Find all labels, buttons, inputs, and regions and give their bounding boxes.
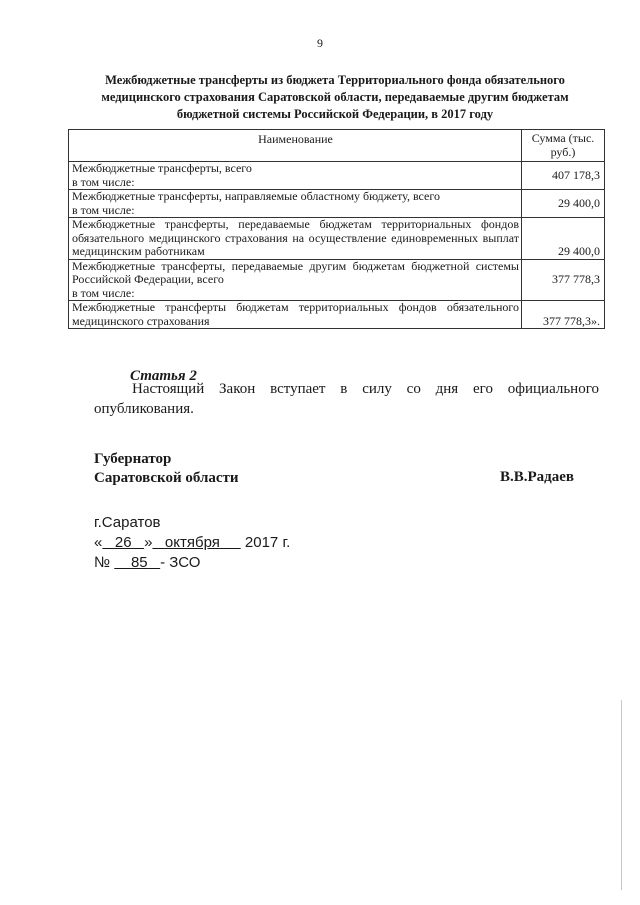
table-header-row [69,130,605,162]
row-amount: 377 778,3». [522,301,605,329]
article-heading: Статья 2 [130,368,197,384]
law-number: 85 [130,554,148,571]
transfers-table [68,129,605,329]
page-number: 9 [317,36,323,50]
row-sub: в том числе: [72,285,135,300]
date-close-quote: » [144,534,153,551]
position-line-1: Губернатор [94,451,172,467]
number-line [94,553,290,573]
row-amount: 377 778,3 [522,259,605,301]
scan-edge-line [621,700,622,890]
date-year: 2017 г. [244,534,291,551]
city: г.Саратов [94,514,161,531]
date-month: октября [164,534,220,551]
date-line [94,533,290,553]
row-name: Межбюджетные трансферты, передаваемые другим бюджетам бюджетной системы Российской Федерации, всего [72,258,519,286]
date-day: 26 [114,534,132,551]
row-amount: 29 400,0 [522,218,605,260]
row-name: Межбюджетные трансферты, передаваемые бюджетам территориальных фондов обязательного медицинского страхования на осуществление единовременных выплат медицинским работникам [72,217,519,258]
row-amount: 29 400,0 [522,190,605,218]
row-name-cell [69,301,522,329]
number-label: № [94,554,111,571]
row-name-cell [69,190,522,218]
table-row [69,301,605,329]
row-amount: 407 178,3 [522,162,605,190]
place-and-date-block [94,513,290,573]
table-row [69,218,605,260]
row-name: Межбюджетные трансферты бюджетам территориальных фондов обязательного медицинского страхования [72,300,519,328]
row-name-cell [69,259,522,301]
row-name-cell [69,162,522,190]
column-header-sum: Сумма (тыс. руб.) [522,130,605,162]
date-open-quote: « [94,534,103,551]
signatory-position [94,450,239,488]
table-row [69,162,605,190]
table-row [69,259,605,301]
row-sub: в том числе: [72,174,135,189]
row-name: Межбюджетные трансферты, направляемые областному бюджету, всего [72,189,440,203]
row-name: Межбюджетные трансферты, всего [72,161,252,175]
column-header-name: Наименование [69,130,522,162]
table-title: Межбюджетные трансферты из бюджета Территориального фонда обязательного медицинского страхования Саратовской области, передаваемые другим бюджетам бюджетной системы Российской Федерации, в 2017 году [101,73,569,121]
position-line-2: Саратовской области [94,470,239,486]
row-sub: в том числе: [72,202,135,217]
signatory-name: В.В.Радаев [500,469,575,485]
article-text: Настоящий Закон вступает в силу со дня его официального опубликования. [94,381,599,417]
row-name-cell [69,218,522,260]
law-number-suffix: - ЗСО [160,554,201,571]
table-row [69,190,605,218]
